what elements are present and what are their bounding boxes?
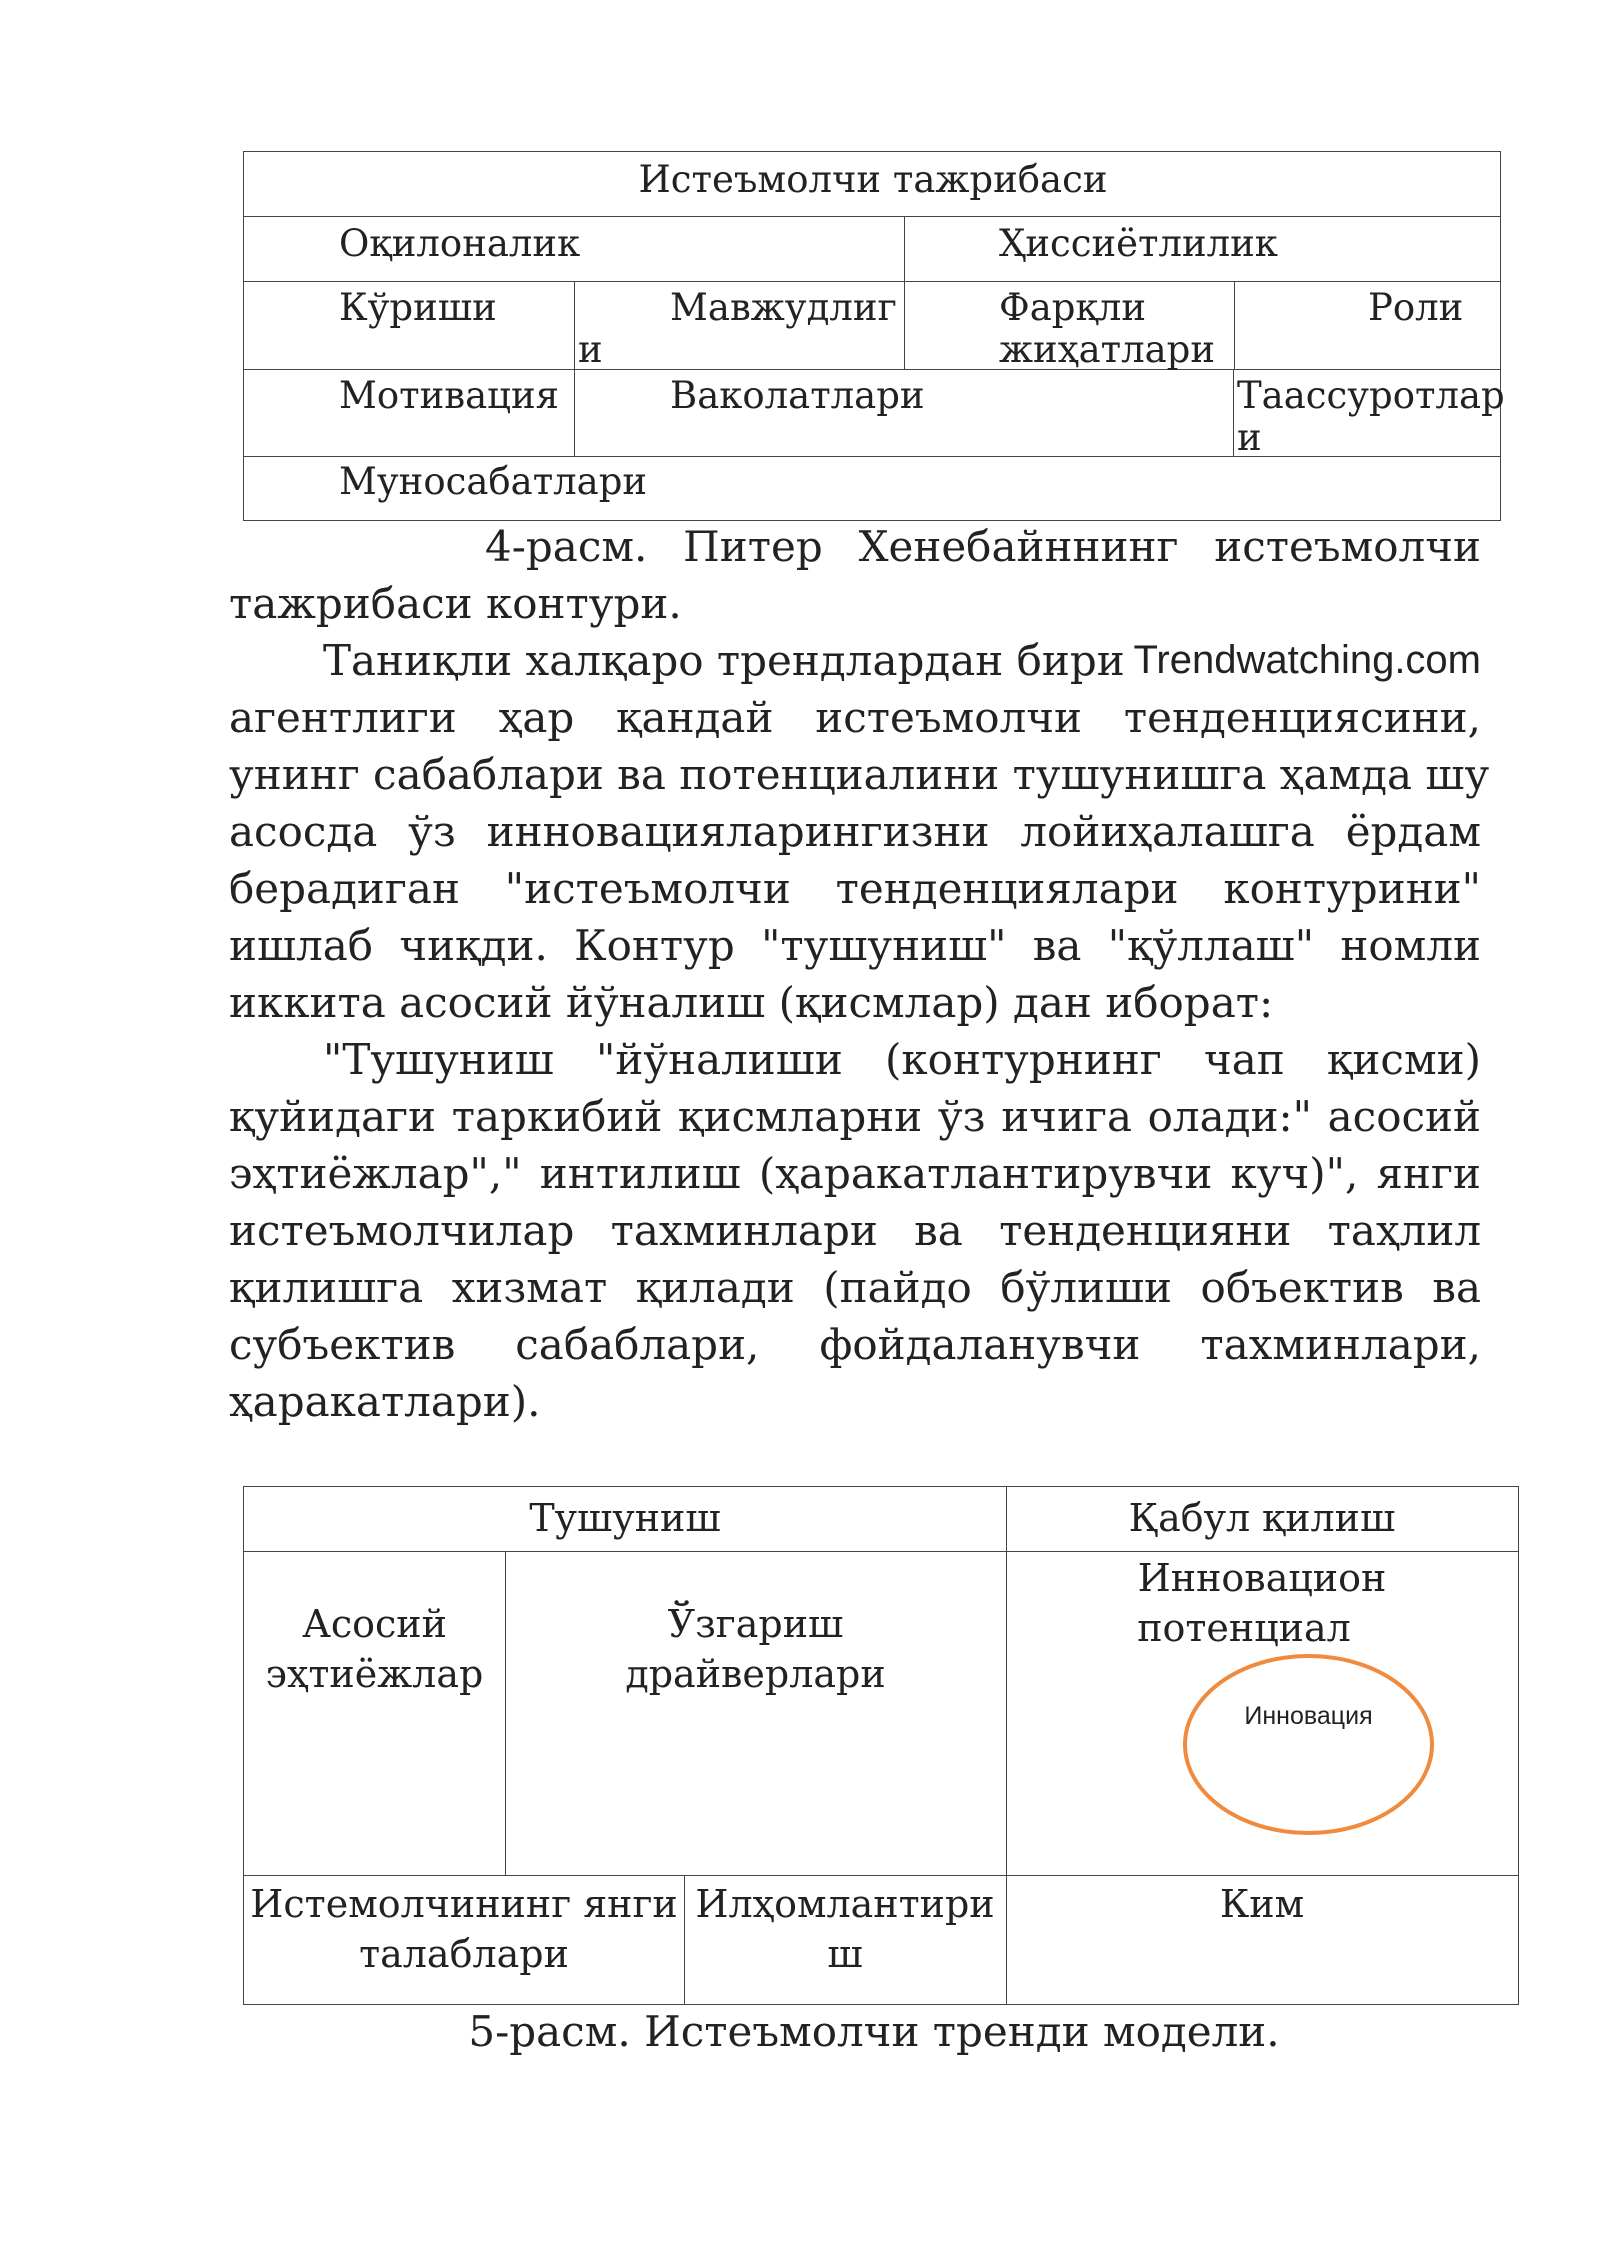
trendwatching-link-text: Trendwatching.com: [1133, 638, 1481, 682]
table-divider: [244, 369, 1500, 370]
table-divider: [1233, 369, 1234, 456]
rational-label: Оқилоналик: [339, 222, 581, 265]
basic-needs-label: [244, 1599, 505, 1699]
paragraph1-line4: асосда ўз инновацияларингизни лойиҳалашга ёрдам: [229, 807, 1481, 856]
figure4-caption-line1: 4-расм. Питер Хенебайннинг истеъмолчи: [485, 522, 1481, 571]
motivation-label: Мотивация: [339, 374, 559, 417]
change-drivers-label: [505, 1599, 1006, 1699]
table-divider: [1234, 281, 1235, 369]
acceptance-header: Қабул қилиш: [1128, 1496, 1396, 1540]
new-demands-label: [244, 1879, 684, 1979]
impressions-label-wrap: и: [1237, 416, 1262, 459]
roles-label: Роли: [1368, 286, 1464, 329]
paragraph1-line5: берадиган "истеъмолчи тенденциялари контурини": [229, 864, 1481, 913]
consumer-experience-table: [243, 151, 1505, 521]
innovation-potential-line2: потенциал: [1137, 1606, 1351, 1650]
paragraph2-line6: субъектив сабаблари, фойдаланувчи тахминлари,: [229, 1320, 1481, 1369]
paragraph1-line2: агентлиги ҳар қандай истеъмолчи тенденциясини,: [229, 693, 1481, 742]
differences-label: Фарқли: [999, 286, 1147, 329]
paragraph2-line3: эҳтиёжлар"," интилиш (ҳаракатлантирувчи куч)", янги: [229, 1149, 1481, 1198]
inspiration-line2: ш: [827, 1932, 863, 1976]
new-demands-line1: Истемолчининг янги: [250, 1882, 678, 1926]
paragraph2-line7: ҳаракатлари).: [229, 1377, 541, 1426]
seeing-label: Кўриши: [339, 286, 497, 329]
figure4-caption-line2: тажрибаси контури.: [229, 579, 682, 628]
innovation-label: Инновация: [1244, 1702, 1373, 1730]
existence-label: Мавжудлиг: [670, 286, 897, 329]
basic-needs-line1: Асосий: [302, 1602, 447, 1646]
existence-label-wrap: и: [578, 328, 603, 371]
paragraph2-line1: "Тушуниш "йўналиши (контурнинг чап қисми): [323, 1035, 1481, 1084]
paragraph1-line7: иккита асосий йўналиш (қисмлар) дан иборат:: [229, 978, 1274, 1027]
paragraph1-line3: унинг сабаблари ва потенциалини тушунишга ҳамда шу: [229, 750, 1490, 799]
table-divider: [574, 281, 575, 456]
paragraph1-line6: ишлаб чиқди. Контур "тушуниш" ва "қўллаш" номли: [229, 921, 1481, 970]
paragraph2-line4: истеъмолчилар тахминлари ва тенденцияни таҳлил: [229, 1206, 1481, 1255]
who-label: Ким: [1219, 1882, 1305, 1926]
basic-needs-line2: эҳтиёжлар: [265, 1652, 484, 1696]
impressions-label: Таассуротлар: [1237, 374, 1505, 417]
powers-label: Ваколатлари: [670, 374, 925, 417]
inspiration-line1: Илҳомлантири: [695, 1882, 995, 1926]
relations-label: Муносабатлари: [339, 460, 648, 503]
change-drivers-line2: драйверлари: [625, 1652, 886, 1696]
paragraph2-line2: қуйидаги таркибий қисмларни ўз ичига олади:" асосий: [229, 1092, 1481, 1141]
innovation-potential-line1: Инновацион: [1137, 1556, 1387, 1600]
table-divider: [244, 1551, 1518, 1552]
paragraph2-line5: қилишга хизмат қилади (пайдо бўлиши объектив ва: [229, 1263, 1481, 1312]
table-divider: [244, 216, 1500, 217]
paragraph1-line1-text: Таниқли халқаро трендлардан бири: [323, 636, 1125, 685]
table-divider: [244, 281, 1500, 282]
figure5-caption: 5-расм. Истеъмолчи тренди модели.: [468, 2007, 1280, 2056]
new-demands-line2: талаблари: [359, 1932, 569, 1976]
table-divider: [244, 456, 1500, 457]
emotional-label: Ҳиссиётлилик: [999, 222, 1278, 265]
table-header: Истеъмолчи тажрибаси: [638, 158, 1108, 201]
innovation-potential-label: [1006, 1553, 1518, 1653]
table-divider: [904, 216, 905, 369]
differences-label-wrap: жиҳатлари: [999, 328, 1216, 371]
innovation-ellipse: [1183, 1654, 1434, 1835]
paragraph1-line1: [323, 632, 1481, 689]
table-divider: [244, 1875, 1518, 1876]
understanding-header: Тушуниш: [529, 1496, 721, 1540]
change-drivers-line1: Ўзгариш: [667, 1602, 844, 1646]
inspiration-label: [684, 1879, 1006, 1979]
